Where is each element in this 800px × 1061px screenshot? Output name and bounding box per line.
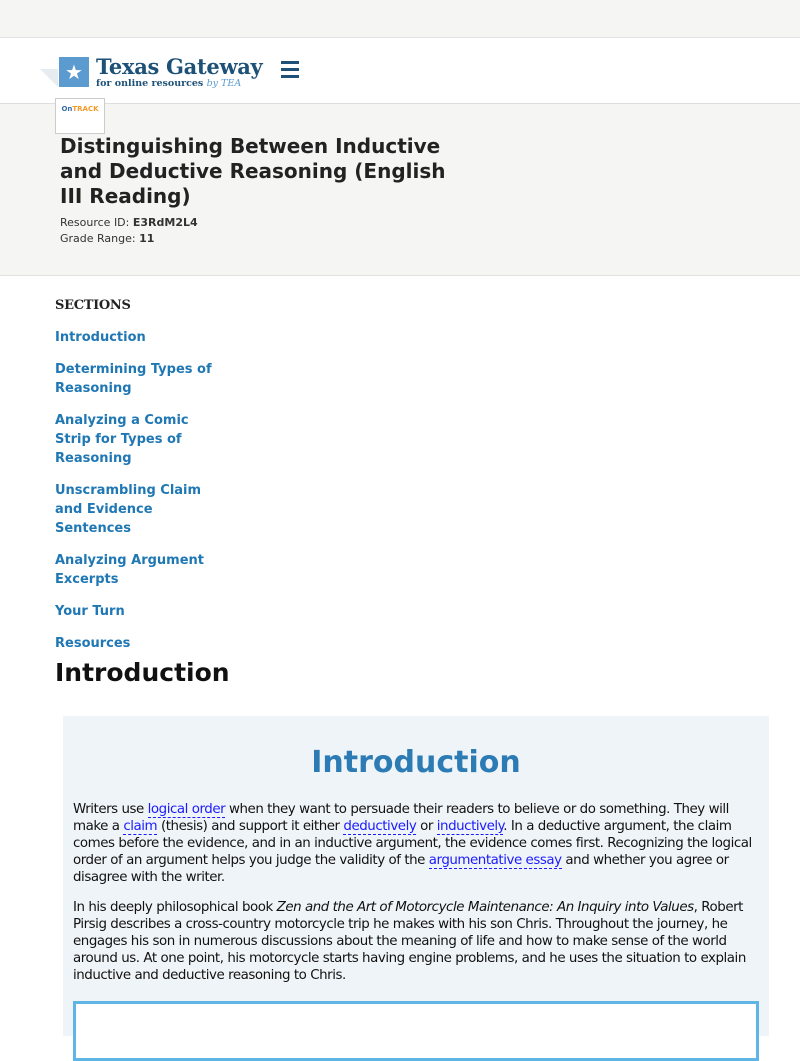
content-box (73, 1001, 759, 1061)
glossary-link-argumentative-essay[interactable]: argumentative essay (428, 853, 562, 868)
section-link-resources[interactable]: Resources (55, 636, 131, 651)
section-link-unscrambling[interactable]: Unscrambling Claim and Evidence Sentences (55, 483, 202, 536)
section-link-comic-strip[interactable]: Analyzing a Comic Strip for Types of Reasoning (55, 413, 189, 466)
resource-id: E3RdM2L4 (132, 216, 198, 229)
sections-nav (55, 298, 215, 666)
section-link-determining-types[interactable]: Determining Types of Reasoning (55, 362, 212, 396)
glossary-link-logical-order[interactable]: logical order (147, 802, 226, 817)
section-link-argument-excerpts[interactable]: Analyzing Argument Excerpts (55, 553, 204, 587)
ontrack-thumbnail: OnTRACK (55, 98, 105, 134)
intro-paragraph-1: Writers use logical order when they want to persuade their readers to believe or do something. They will make a claim (thesis) and support it either deductively or inductively. In a deductive argument, the claim comes before the evidence, and in an inductive argument, the evidence comes first. Recognizing the logical order of an argument helps you judge the validity of the argumentative essay and whether you agree or disagree with the writer. (73, 802, 752, 885)
grade-range: 11 (139, 232, 155, 245)
intro-paragraph-2: In his deeply philosophical book Zen and the Art of Motorcycle Maintenance: An Inquiry into Values, Robert Pirsig describes a cross-country motorcycle trip he makes with his son Chris. Throughout the journey, he engages his son in numerous discussions about the meaning of life and how to make sense of the world around us. At one point, his motorcycle starts having engine problems, and he uses the situation to explain inductive and deductive reasoning to Chris. (73, 900, 746, 983)
book-title: Zen and the Art of Motorcycle Maintenance: An Inquiry into Values (276, 900, 694, 915)
resource-meta: Resource ID: E3RdM2L4 Grade Range: 11 (60, 216, 198, 245)
top-bar (0, 0, 800, 38)
intro-card (63, 716, 769, 1036)
page-title: Distinguishing Between Inductive and Deductive Reasoning (English III Reading) (60, 134, 446, 208)
site-header (0, 38, 800, 104)
glossary-link-deductively[interactable]: deductively (343, 819, 417, 834)
logo-title: Texas Gateway (96, 54, 263, 79)
star-icon: ★ (59, 57, 89, 87)
resource-hero (0, 104, 800, 276)
glossary-link-inductively[interactable]: inductively (436, 819, 504, 834)
section-link-your-turn[interactable]: Your Turn (55, 604, 125, 619)
sections-heading: SECTIONS (55, 298, 131, 313)
logo-by: by TEA (206, 78, 242, 89)
glossary-link-claim[interactable]: claim (123, 819, 158, 834)
card-title: Introduction (311, 745, 521, 780)
hamburger-menu-icon[interactable] (281, 61, 299, 82)
section-heading: Introduction (55, 658, 230, 687)
section-link-introduction[interactable]: Introduction (55, 330, 146, 345)
logo-shadow (40, 69, 58, 87)
texas-gateway-logo[interactable] (40, 55, 262, 89)
logo-subtitle: for online resources (96, 78, 204, 89)
